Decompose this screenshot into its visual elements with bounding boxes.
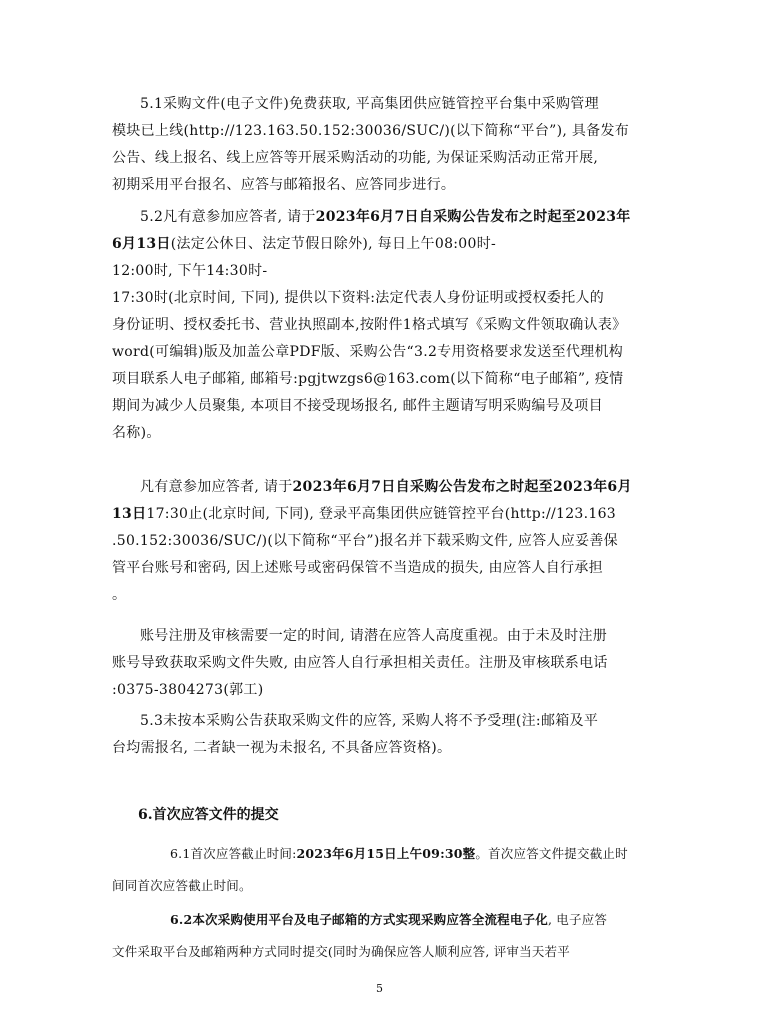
- text-line: 5.3未按本采购公告获取采购文件的应答, 采购人将不予受理(注:邮箱及平: [140, 713, 599, 729]
- paragraph-5-2: [112, 204, 648, 447]
- text-line: 期间为减少人员聚集, 本项目不接受现场报名, 邮件主题请写明采购编号及项目: [112, 398, 603, 414]
- text-line: 。: [112, 587, 127, 603]
- text-line: 文件采取平台及邮箱两种方式同时提交(同时为确保应答人顺利应答, 评审当天若平: [112, 944, 570, 959]
- text-segment: 17:30止(北京时间, 下同), 登录平高集团供应链管控平台(http://123.163: [146, 506, 616, 522]
- text-line: 台均需报名, 二者缺一视为未报名, 不具备应答资格)。: [112, 740, 452, 756]
- text-segment: 5.2凡有意参加应答者, 请于: [140, 209, 316, 225]
- text-line: 17:30时(北京时间, 下同), 提供以下资料:法定代表人身份证明或授权委托人的: [112, 290, 605, 306]
- text-line: [112, 904, 648, 936]
- page-number: 5: [376, 982, 383, 995]
- text-line: :0375-3804273(郭工): [112, 682, 264, 698]
- text-line: [112, 204, 648, 231]
- text-segment: 。首次应答文件提交截止时: [475, 846, 628, 861]
- deadline-text: 2023年6月7日自采购公告发布之时起至2023年6月: [292, 479, 632, 495]
- paragraph-6-2: [112, 904, 648, 968]
- text-line: 间同首次应答截止时间。: [112, 878, 252, 893]
- text-line: [112, 231, 648, 258]
- bold-text: 6.2本次采购使用平台及电子邮箱的方式实现采购应答全流程电子化: [170, 912, 548, 927]
- paragraph-5-1: [112, 91, 648, 199]
- deadline-text: 2023年6月7日自采购公告发布之时起至2023年: [315, 209, 631, 225]
- text-segment: , 电子应答: [547, 912, 608, 927]
- text-line: [112, 838, 648, 870]
- text-segment: 凡有意参加应答者, 请于: [140, 479, 293, 495]
- deadline-text: 6月13日: [112, 236, 171, 252]
- text-line: 名称)。: [112, 425, 161, 441]
- text-line: 初期采用平台报名、应答与邮箱报名、应答同步进行。: [112, 177, 456, 193]
- text-line: [112, 474, 648, 501]
- text-line: 账号导致获取采购文件失败, 由应答人自行承担相关责任。注册及审核联系电话: [112, 655, 608, 671]
- text-line: .50.152:30036/SUC/)(以下简称“平台”)报名并下载采购文件, 应答人应妥善保: [112, 533, 618, 549]
- text-line: 账号注册及审核需要一定的时间, 请潜在应答人高度重视。由于未及时注册: [140, 628, 608, 644]
- paragraph-account-notice: [112, 623, 648, 704]
- text-line: [112, 501, 648, 528]
- text-line: 管平台账号和密码, 因上述账号或密码保管不当造成的损失, 由应答人自行承担: [112, 560, 603, 576]
- text-segment: 6.1首次应答截止时间:: [170, 846, 297, 861]
- text-line: 项目联系人电子邮箱, 邮箱号:pgjtwzgs6@163.com(以下简称“电子邮箱”, 疫情: [112, 371, 624, 387]
- deadline-text: 13日: [112, 506, 147, 522]
- paragraph-5-3: [112, 708, 648, 762]
- text-line: word(可编辑)版及加盖公章PDF版、采购公告“3.2专用资格要求发送至代理机构: [112, 344, 624, 360]
- text-line: 身份证明、授权委托书、营业执照副本,按附件1格式填写《采购文件领取确认表》: [112, 317, 627, 333]
- text-line: 模块已上线(http://123.163.50.152:30036/SUC/)(以下简称“平台”), 具备发布: [112, 123, 630, 139]
- text-line: 公告、线上报名、线上应答等开展采购活动的功能, 为保证采购活动正常开展,: [112, 150, 599, 166]
- deadline-text: 2023年6月15日上午09:30整: [296, 846, 476, 861]
- text-segment: (法定公休日、法定节假日除外), 每日上午08:00时-: [170, 236, 497, 252]
- section-heading: 6.首次应答文件的提交: [138, 807, 279, 823]
- paragraph-6-1: [112, 838, 648, 902]
- text-line: 12:00时, 下午14:30时-: [112, 263, 268, 279]
- paragraph-registration: [112, 474, 648, 609]
- text-line: 5.1采购文件(电子文件)免费获取, 平高集团供应链管控平台集中采购管理: [140, 96, 599, 112]
